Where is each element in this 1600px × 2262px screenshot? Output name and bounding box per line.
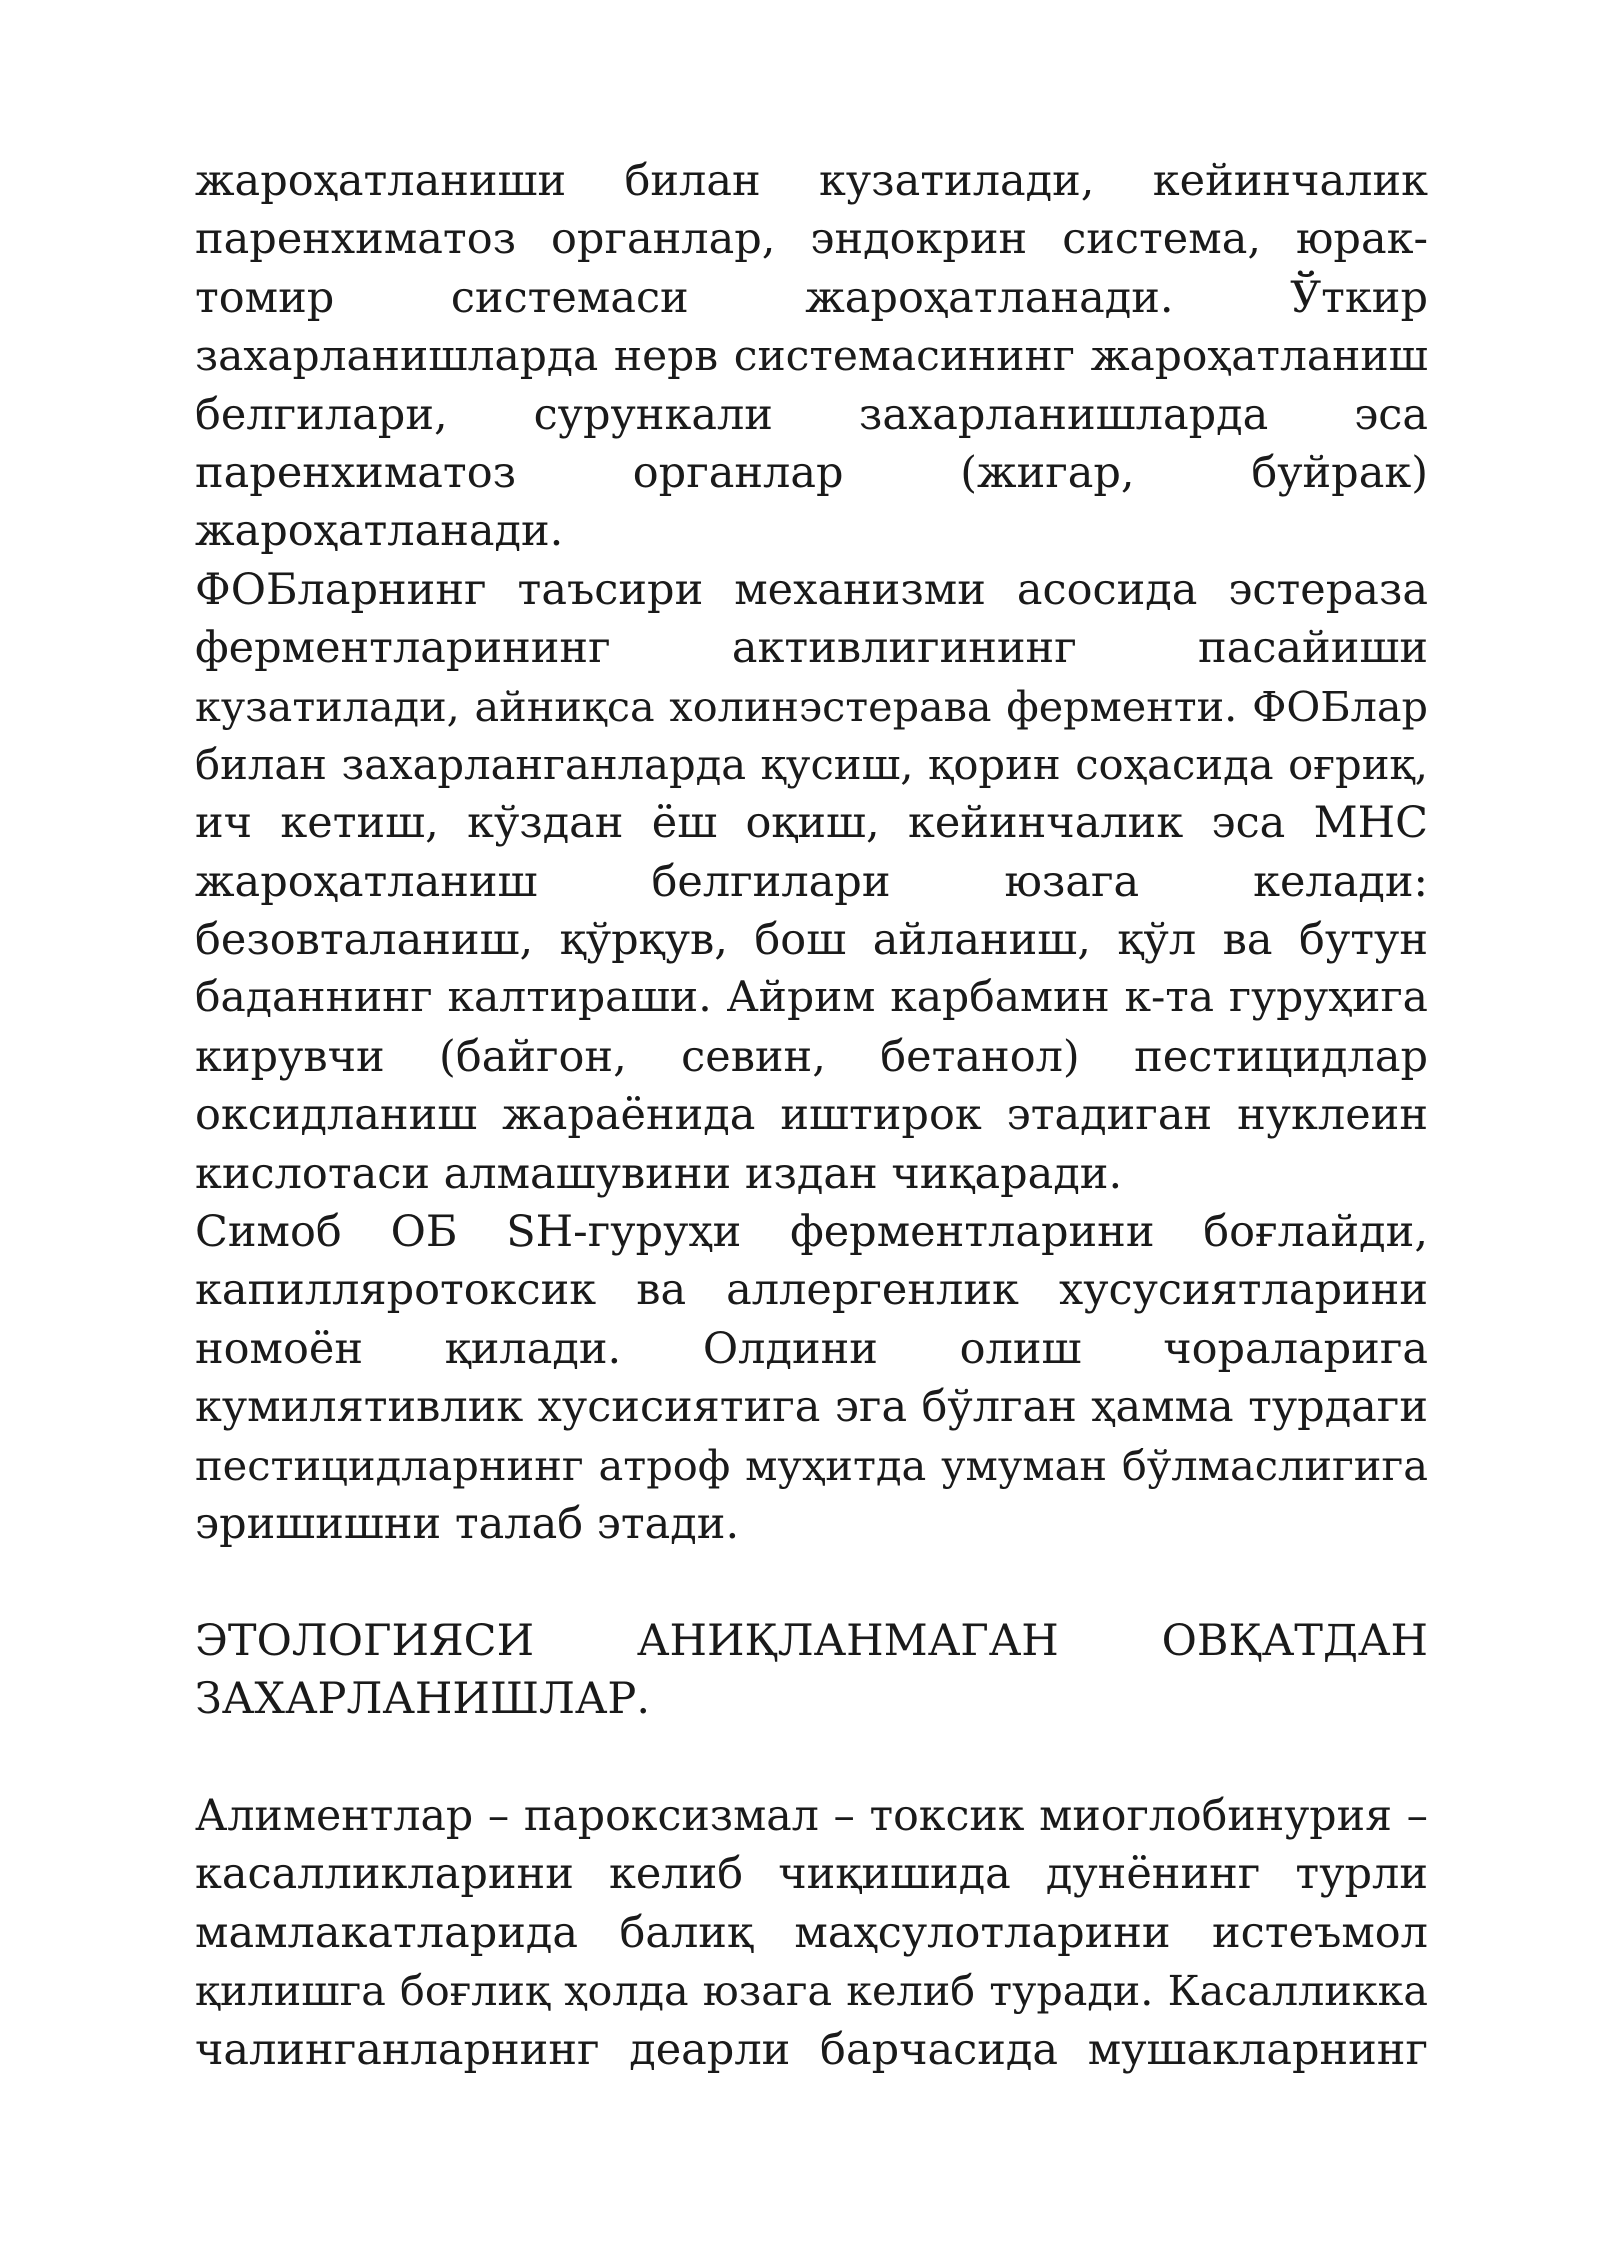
text-line: мамлакатларида балиқ маҳсулотларини истеъмол — [195, 1907, 1428, 1958]
heading-line: ЭТОЛОГИЯСИ АНИҚЛАНМАГАН ОВҚАТДАН — [195, 1615, 1428, 1666]
document-page — [195, 152, 1428, 2079]
text-line: жароҳатланиш белгилари юзага келади: — [195, 856, 1428, 907]
text-line: касалликларини келиб чиқишида дунёнинг турли — [195, 1849, 1428, 1900]
paragraph-1 — [195, 152, 1428, 561]
text-line: паренхиматоз органлар (жигар, буйрак) — [195, 447, 1428, 498]
heading-line: ЗАХАРЛАНИШЛАР. — [195, 1674, 651, 1725]
text-line: безовталаниш, қўрқув, бош айланиш, қўл ва бутун — [195, 915, 1428, 966]
text-line: ФОБларнинг таъсири механизми асосида эстераза — [195, 564, 1428, 615]
blank-line — [195, 1729, 1428, 1787]
paragraph-3 — [195, 1203, 1428, 1553]
text-line: кузатилади, айниқса холинэстерава ферменти. ФОБлар — [195, 682, 1428, 731]
text-line: жароҳатланади. — [195, 506, 564, 557]
text-line: ич кетиш, кўздан ёш оқиш, кейинчалик эса МНС — [195, 798, 1428, 849]
text-line: баданнинг калтираши. Айрим карбамин к-та гуруҳига — [195, 973, 1428, 1023]
paragraph-2 — [195, 561, 1428, 1203]
text-line: капилляротоксик ва аллергенлик хусусиятларини — [195, 1265, 1428, 1316]
text-line: кислотаси алмашувини издан чиқаради. — [195, 1148, 1123, 1199]
section-heading — [195, 1612, 1428, 1729]
text-line: Симоб ОБ SH-гуруҳи ферментларини боғлайди, — [195, 1207, 1428, 1258]
paragraph-4 — [195, 1787, 1428, 2079]
text-line: пестицидларнинг атроф муҳитда умуман бўлмаслигига — [195, 1440, 1428, 1490]
text-line: қилишга боғлиқ ҳолда юзага келиб туради. Касалликка — [195, 1967, 1428, 2016]
text-line: билан захарланганларда қусиш, қорин соҳасида оғриқ, — [195, 739, 1428, 789]
text-line: томир системаси жароҳатланади. Ўткир — [195, 272, 1428, 323]
text-line: захарланишларда нерв системасининг жароҳатланиш — [195, 331, 1428, 381]
text-line: белгилари, сурункали захарланишларда эса — [195, 389, 1428, 440]
text-line: кумилятивлик хусисиятига эга бўлган ҳамма турдаги — [195, 1382, 1428, 1433]
text-line: номоён қилади. Олдини олиш чораларига — [195, 1323, 1428, 1374]
text-line: оксидланиш жараёнида иштирок этадиган нуклеин — [195, 1090, 1428, 1141]
text-line: паренхиматоз органлар, эндокрин система, юрак- — [195, 214, 1428, 265]
text-line: Алиментлар – пароксизмал – токсик миоглобинурия – — [195, 1790, 1428, 1841]
text-line: жароҳатланиши билан кузатилади, кейинчалик — [195, 156, 1428, 206]
text-line: чалинганларнинг деарли барчасида мушакларнинг — [195, 2024, 1428, 2075]
text-line: ферментларининг активлигининг пасайиши — [195, 623, 1428, 674]
text-line: кирувчи (байгон, севин, бетанол) пестицидлар — [195, 1031, 1428, 1082]
text-line: эришишни талаб этади. — [195, 1498, 740, 1549]
blank-line — [195, 1553, 1428, 1611]
